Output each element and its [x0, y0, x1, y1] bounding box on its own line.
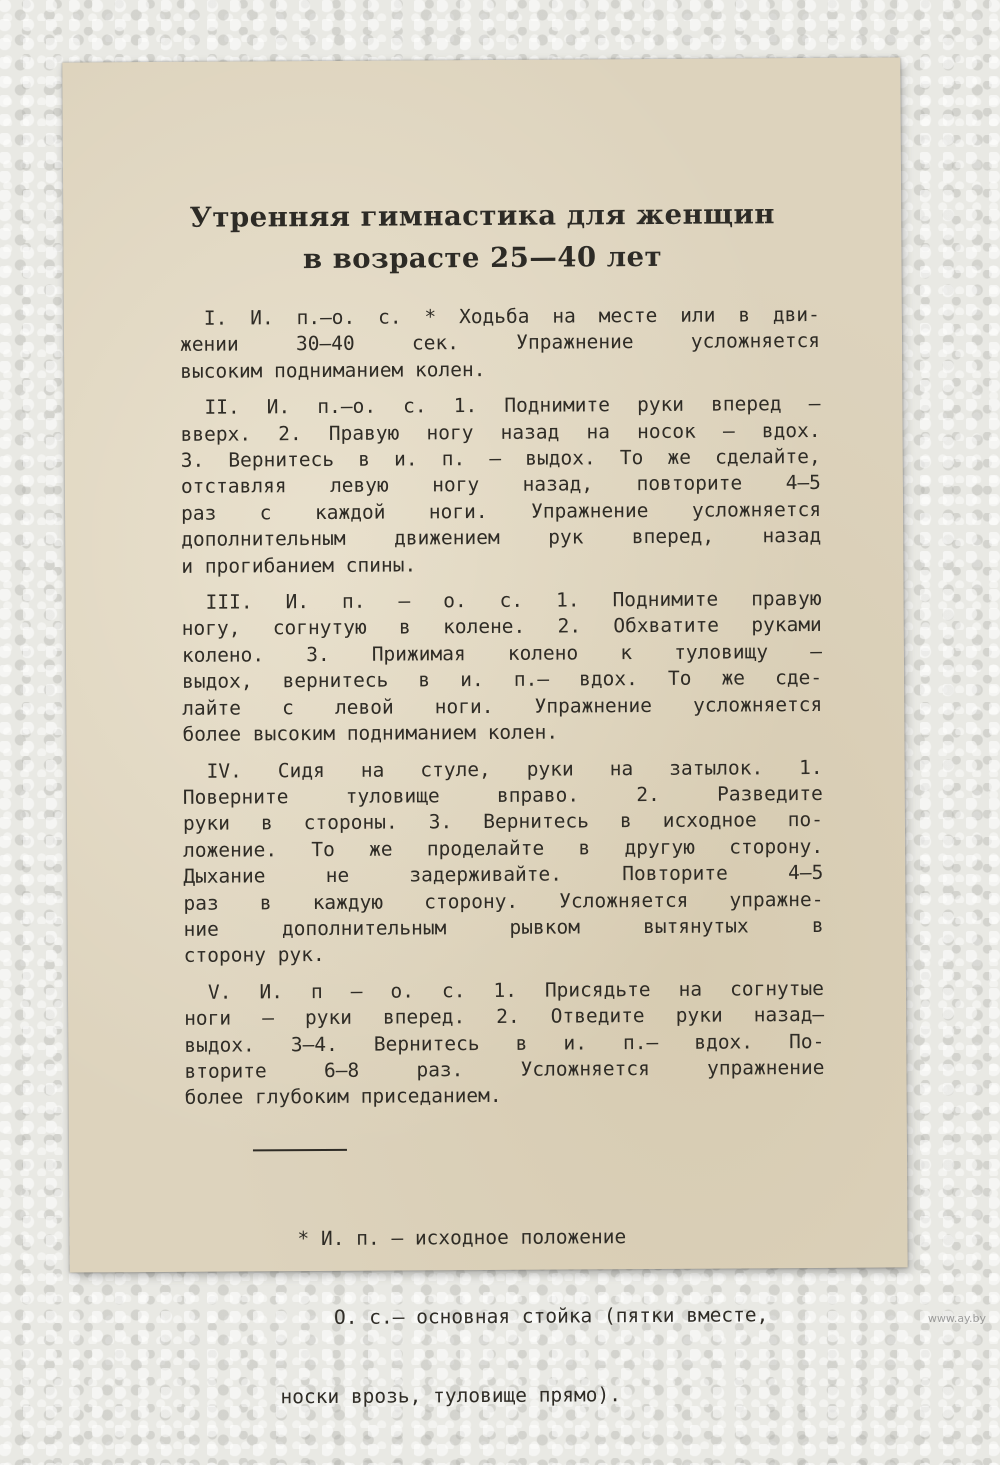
text-line: IV. Сидя на стуле, руки на затылок. 1. — [206, 755, 823, 783]
text-line: Поверните туловище вправо. 2. Разведите — [182, 781, 823, 809]
text-line: сторону рук. — [183, 943, 325, 968]
text-line: ложение. То же проделайте в другую сторону. — [183, 834, 824, 862]
text-line: II. И. п.—о. с. 1. Поднимите руки вперед — — [204, 392, 821, 419]
text-line: более высоким подниманием колен. — [182, 720, 559, 746]
text-line: 3. Вернитесь в и. п. — выдох. То же сделайте, — [180, 444, 821, 472]
text-line: раз в каждую сторону. Усложняется упражне- — [183, 887, 824, 915]
text-line: и прогибанием спины. — [181, 553, 417, 578]
text-line: колено. 3. Прижимая колено к туловищу — — [181, 639, 822, 667]
text-line: высоким подниманием колен. — [180, 357, 486, 383]
text-line: отставляя левую ногу назад, повторите 4—5 — [180, 471, 821, 499]
text-line: I. И. п.—о. с. * Ходьба на месте или в дви- — [203, 302, 820, 330]
exercise-paragraph-5 — [184, 976, 825, 1112]
text-line: ногу, согнутую в колене. 2. Обхватите руками — [181, 613, 822, 641]
text-line: ноги — руки вперед. 2. Отведите руки назад— — [184, 1003, 825, 1031]
site-watermark: www.ay.by — [927, 1312, 986, 1325]
footnote-divider — [253, 1149, 347, 1152]
text-line: выдох. 3—4. Вернитесь в и. п.— вдох. По- — [184, 1029, 825, 1057]
exercise-paragraph-2 — [180, 391, 821, 580]
text-line: Дыхание не задерживайте. Повторите 4—5 — [183, 861, 824, 888]
text-line: лайте с левой ноги. Упражнение усложняется — [182, 692, 823, 720]
text-line: выдох, вернитесь в и. п.— вдох. То же сде- — [182, 666, 823, 694]
footnote-line: * И. п. — исходное положение — [297, 1224, 627, 1250]
text-line: раз с каждой ноги. Упражнение усложняется — [180, 497, 822, 525]
text-line: жении 30—40 сек. Упражнение усложняется — [179, 329, 821, 357]
text-line: ние дополнительным рывком вытянутых в — [183, 913, 824, 941]
text-line: руки в стороны. 3. Вернитесь в исходное по- — [182, 808, 824, 836]
exercise-paragraph-1 — [180, 302, 820, 385]
text-line: III. И. п. — о. с. 1. Поднимите правую — [205, 587, 822, 614]
footnote-line: О. с.— основная стойка (пятки вместе, — [333, 1303, 769, 1329]
text-line: более глубоким приседанием. — [184, 1084, 502, 1110]
text-line: вторите 6—8 раз. Усложняется упражнение — [184, 1055, 825, 1083]
exercise-paragraph-3 — [182, 586, 823, 748]
document-title-line-1: Утренняя гимнастика для женщин — [189, 198, 776, 234]
footnote-line: носки врозь, туловище прямо). — [280, 1383, 622, 1409]
document-body — [180, 302, 825, 1122]
footnote — [209, 1170, 769, 1464]
text-line: V. И. п — о. с. 1. Присядьте на согнутые — [207, 976, 825, 1004]
text-line: дополнительным движением рук вперед, назад — [181, 524, 822, 552]
exercise-paragraph-4 — [183, 754, 824, 969]
document-card — [62, 57, 907, 1409]
text-line: вверх. 2. Правую ногу назад на носок — вдох. — [180, 418, 821, 446]
document-title-line-2: в возрасте 25—40 лет — [302, 240, 663, 276]
